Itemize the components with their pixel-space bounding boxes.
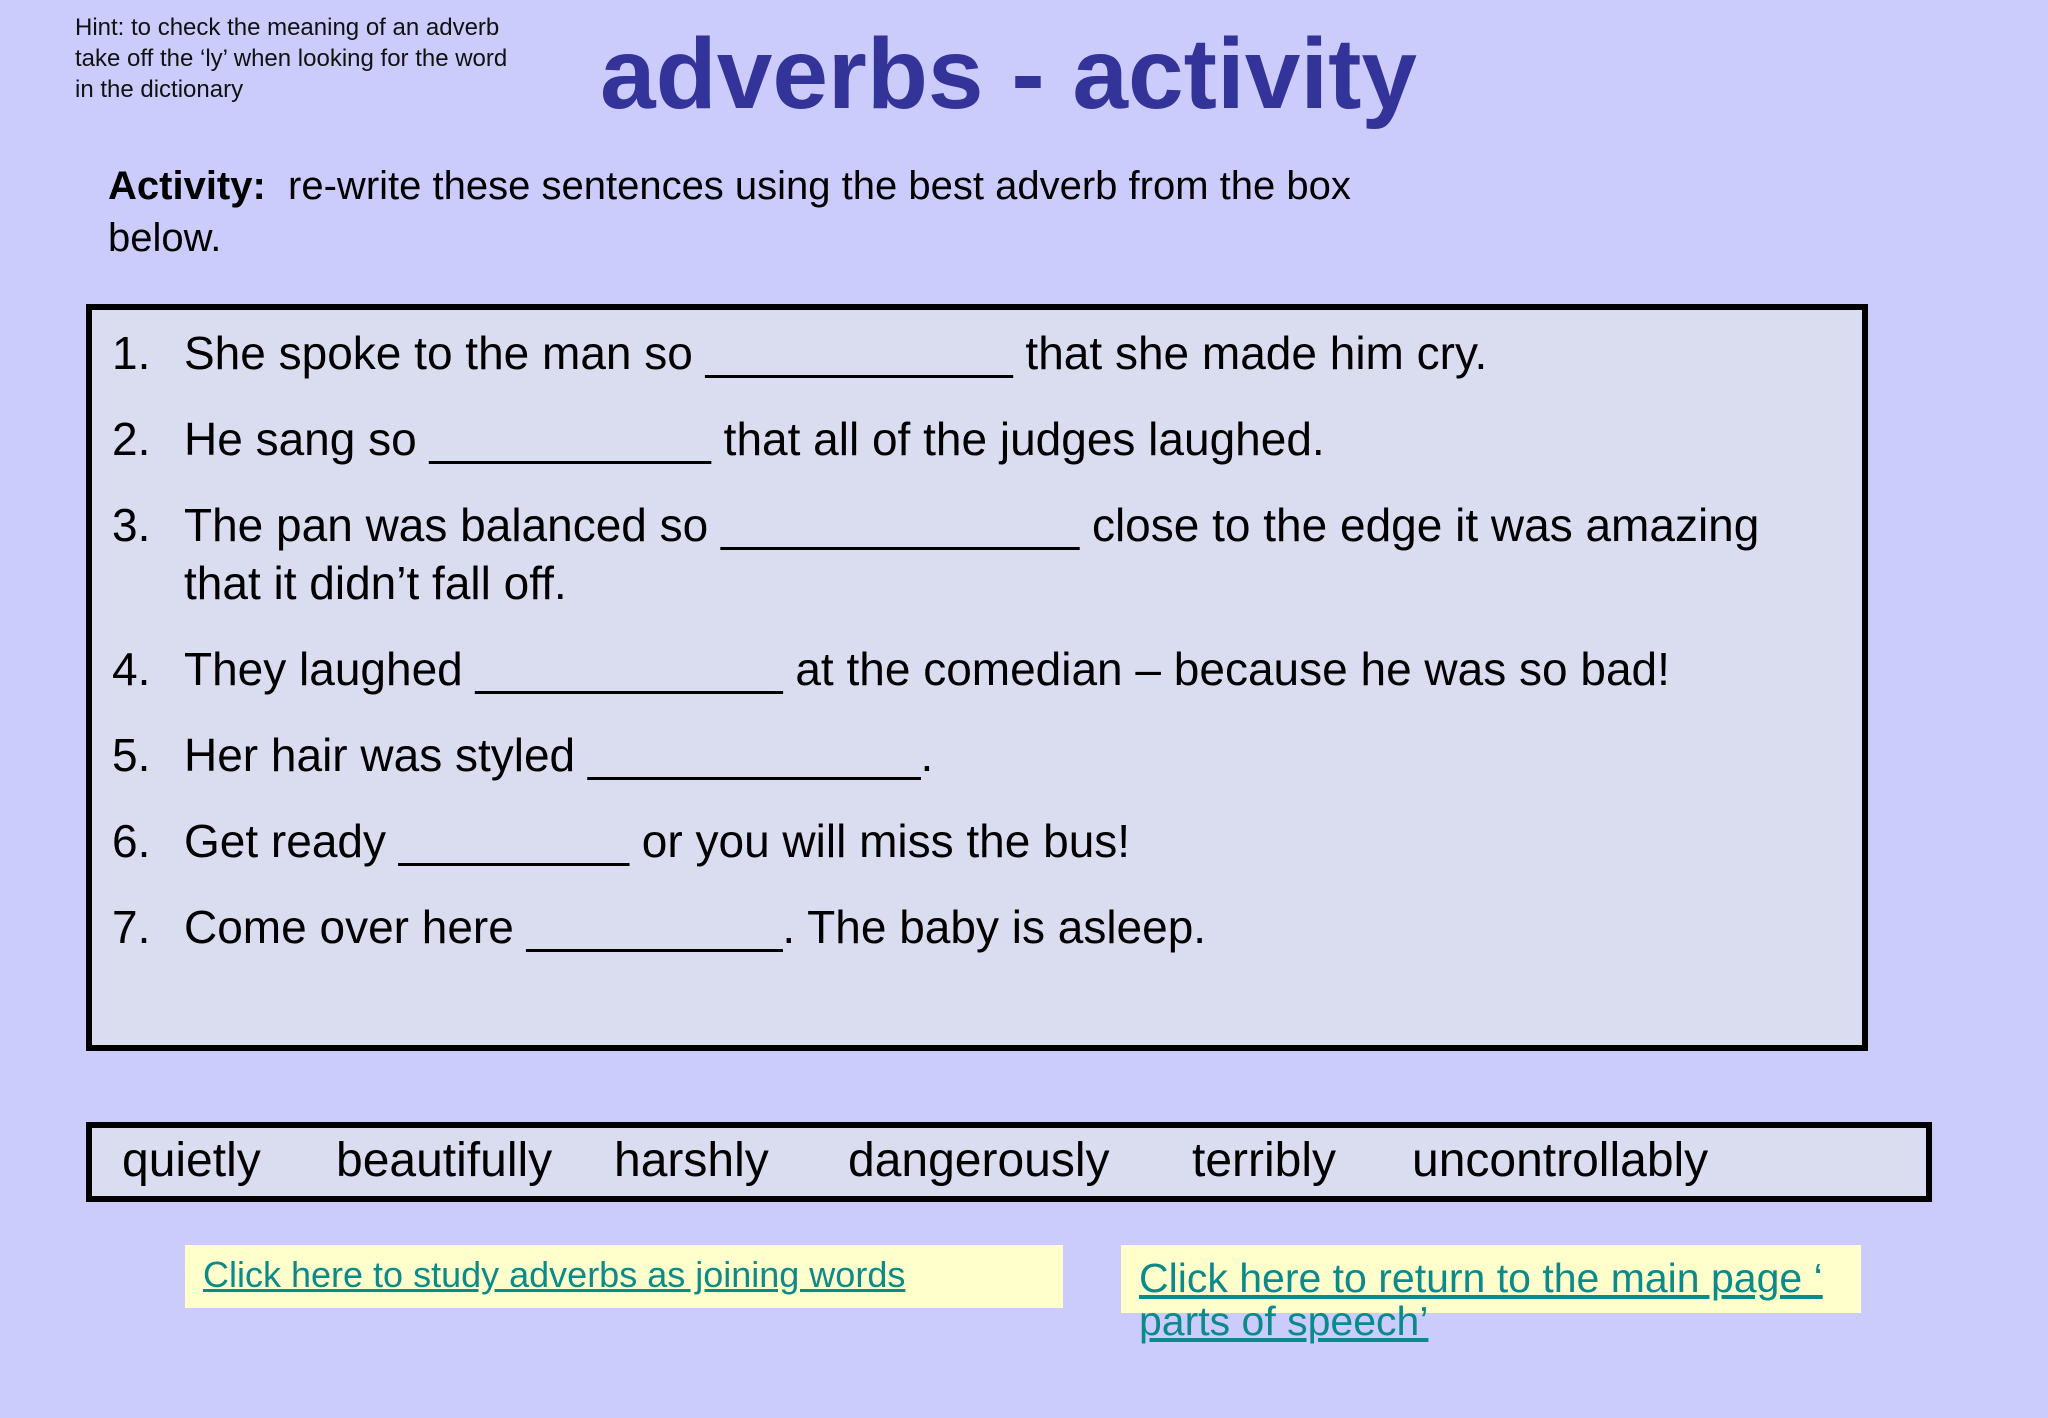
sentence-item: [112, 812, 1842, 870]
sentence-text: She spoke to the man so ____________ that she made him cry.: [184, 327, 1488, 379]
activity-text: re-write these sentences using the best adverb from the box below.: [108, 164, 1351, 260]
sentence-number: 2.: [112, 413, 151, 465]
adverb-word: uncontrollably: [1412, 1134, 1709, 1187]
activity-instructions: [108, 160, 1448, 264]
sentence-text: He sang so ___________ that all of the judges laughed.: [184, 413, 1325, 465]
main-page-link[interactable]: Click here to return to the main page ‘ parts of speech’: [1139, 1255, 1823, 1344]
adverb-word: quietly: [122, 1134, 261, 1187]
sentence-item: [112, 640, 1842, 698]
sentence-item: [112, 726, 1842, 784]
sentence-number: 4.: [112, 643, 151, 695]
adverb-word: terribly: [1192, 1134, 1337, 1187]
sentence-number: 3.: [112, 499, 151, 551]
activity-label: Activity:: [108, 164, 266, 208]
sentence-item: [112, 324, 1842, 382]
sentence-number: 6.: [112, 815, 151, 867]
joining-words-link[interactable]: Click here to study adverbs as joining words: [203, 1254, 906, 1295]
sentence-text: Her hair was styled _____________.: [184, 729, 934, 781]
sentence-number: 1.: [112, 327, 151, 379]
sentence-item: [112, 410, 1842, 468]
adverb-word-box: [86, 1122, 1932, 1202]
adverb-word: dangerously: [848, 1134, 1110, 1187]
sentence-box: [86, 304, 1868, 1051]
page-title: adverbs - activity: [600, 18, 1418, 130]
adverb-word: beautifully: [336, 1134, 553, 1187]
sentence-text: They laughed ____________ at the comedian – because he was so bad!: [184, 643, 1670, 695]
sentence-text: The pan was balanced so ______________ close to the edge it was amazing that it didn’t fall off.: [184, 499, 1760, 609]
sentence-item: [112, 496, 1842, 612]
sentence-text: Get ready _________ or you will miss the bus!: [184, 815, 1131, 867]
hint-text: Hint: to check the meaning of an adverb take off the ‘ly’ when looking for the word in the dictionary: [75, 14, 508, 103]
sentence-list: [112, 324, 1842, 984]
sentence-text: Come over here __________. The baby is asleep.: [184, 901, 1207, 953]
adverb-word: harshly: [614, 1134, 769, 1187]
sentence-number: 7.: [112, 901, 151, 953]
sentence-item: [112, 898, 1842, 956]
sentence-number: 5.: [112, 729, 151, 781]
main-page-link-box: [1121, 1245, 1861, 1344]
joining-words-link-box: [185, 1245, 1063, 1308]
